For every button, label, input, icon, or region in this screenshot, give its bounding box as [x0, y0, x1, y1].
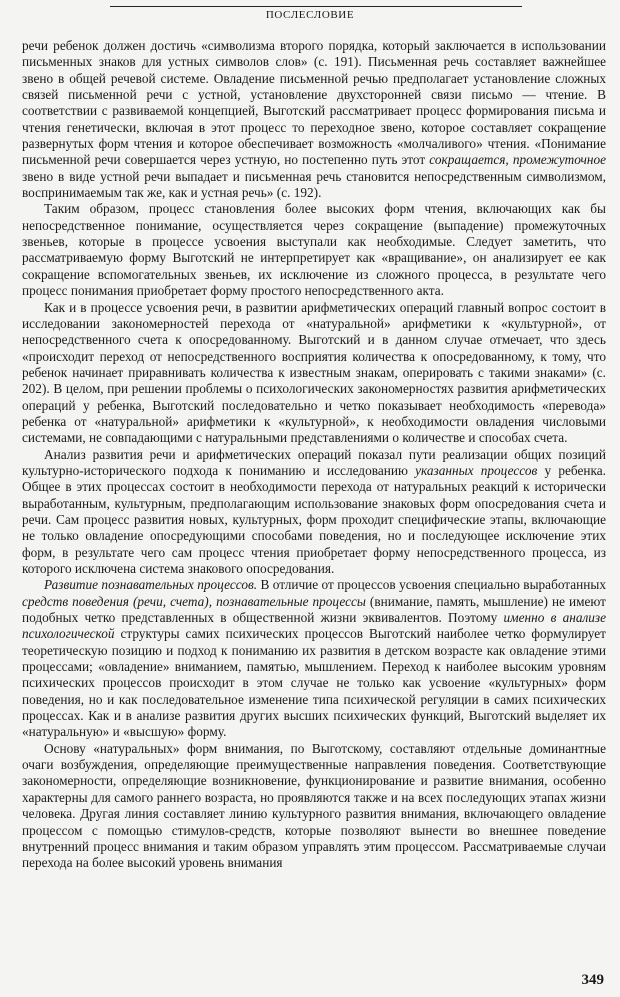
text-run: В отличие от процессов усвоения специально выработанных: [257, 577, 607, 593]
paragraph: [22, 201, 606, 299]
paragraph: [22, 38, 606, 201]
text-run: структуры самих психических процессов Выготский наиболее четко формулирует теоретическую позицию и подход к пониманию их развития в детском возрасте как овладение этими процессами; «овладение» вниманием, памятью, мышлением. Переход к наиболее высоким уровням психических процессов происходит в этом случае не только как усвоение «культурных» форм поведения, но и как последовательное изменение типа психической регуляции в самих психических процессах. Как и в анализе развития других высших психических функций, Выготский выделяет их «натуральную» и «высшую» форму.: [22, 626, 606, 740]
body-text: [22, 38, 606, 872]
italic-run: познавательные процессы: [216, 593, 366, 609]
text-run: Как и в процессе усвоения речи, в развитии арифметических операций главный вопрос состоит в исследовании закономерностей перехода от «натуральной» арифметики к «культурной», от непосредственного счета к опосредованному. Выготский и в данном случае отмечает, что здесь «происходит переход от непосредственного восприятия количества к опосредованному, к тому, что ребенок начинает приравнивать количества к известным знакам, оперировать с такими знаками» (с. 202). В целом, при решении проблемы о психологических закономерностях развития арифметических операций у ребенка, Выготский последовательно и четко показывает необходимость «перевода» ребенка от «натуральной» арифметики к «культурной», к необходимости овладения числовыми системами, не совпадающими с натуральными представлениями о количестве и способах счета.: [22, 299, 606, 446]
italic-run: Развитие познавательных процессов.: [44, 577, 258, 593]
text-run: (внимание, память, мышление) не имеют подобных четко представленных в общественной жизни эквивалентов. Поэтому: [22, 593, 606, 626]
text-run: речи ребенок должен достичь «символизма второго порядка, который заключается в использовании письменных знаков для устных символов слов» (с. 191). Письменная речь составляет важнейшее звено в общей речевой системе. Овладение письменной речью предполагает установление сложных связей письменной речи с устной, установление двухсторонней связи письмо — чтение. В соответствии с развиваемой концепцией, Выготский рассматривает процесс формирования письма и чтения генетически, включая в этот процесс то переходное звено, которое составляет сокращение развернутых форм чтения и которое обеспечивает возможность «молчаливого» чтения. «Понимание письменной речи совершается через устную, но постепенно путь этот: [22, 38, 606, 168]
paragraph: [22, 447, 606, 578]
italic-run: сокращается, промежуточное: [429, 152, 606, 168]
running-header: ПОСЛЕСЛОВИЕ: [265, 9, 355, 21]
text-run: звено в виде устной речи выпадает и письменная речь становится непосредственным символизмом, воспринимаемым так же, как и устная речь» (с. 192).: [22, 168, 606, 201]
italic-run: средств поведения (речи, счета),: [22, 593, 213, 609]
page-number: 349: [581, 972, 604, 988]
text-run: Основу «натуральных» форм внимания, по Выготскому, составляют отдельные доминантные очаги возбуждения, определяющие преимущественные направления поведения. Соответствующие закономерности, определяющие возникновение, функционирование и развитие внимания, особенно характерны для самого раннего возраста, но проявляются также и на всех последующих этапах жизни человека. Другая линия составляет линию культурного развития внимания, включающего овладение процессом с помощью стимулов-средств, которые позволяют вынести во внешнее поведение внутренний процесс внимания и таким образом управлять этим процессом. Рассматриваемые случаи перехода на более высокий уровень внимания: [22, 740, 606, 871]
italic-run: именно в анализе психологической: [22, 610, 607, 642]
text-run: у ребенка. Общее в этих процессах состоит в необходимости перехода от натуральных реакций к исторически выработанным, культурным, предполагающим использование знаковых форм опосредования счета и речи. Сам процесс развития новых, культурных, форм проходит специфические этапы, включающие не только овладение опосредующими способами поведения, но и последующее исключение этих форм, в результате чего сам процесс чтения приобретает форму непосредственного процесса, из которого исключена система знакового опосредования.: [22, 462, 606, 576]
text-run: Таким образом, процесс становления более высоких форм чтения, включающих как бы непосредственное понимание, осуществляется через сокращение (выпадение) промежуточных звеньев, которые в процессе усвоения выступали как необходимые. Следует заметить, что рассматриваемую форму Выготский не интерпретирует как «вращивание», он анализирует ее как сокращение вспомогательных звеньев, их исключение из сложного процесса, в результате чего процесс понимания приобретает форму простого непосредственного акта.: [22, 201, 606, 299]
paragraph: [22, 741, 606, 872]
paragraph: [22, 577, 606, 740]
header-rule: [110, 6, 522, 7]
italic-run: указанных процессов: [415, 462, 538, 478]
text-run: Анализ развития речи и арифметических операций показал пути реализации общих позиций культурно-исторического подхода к пониманию и исследованию: [22, 446, 606, 478]
paragraph: [22, 300, 606, 447]
